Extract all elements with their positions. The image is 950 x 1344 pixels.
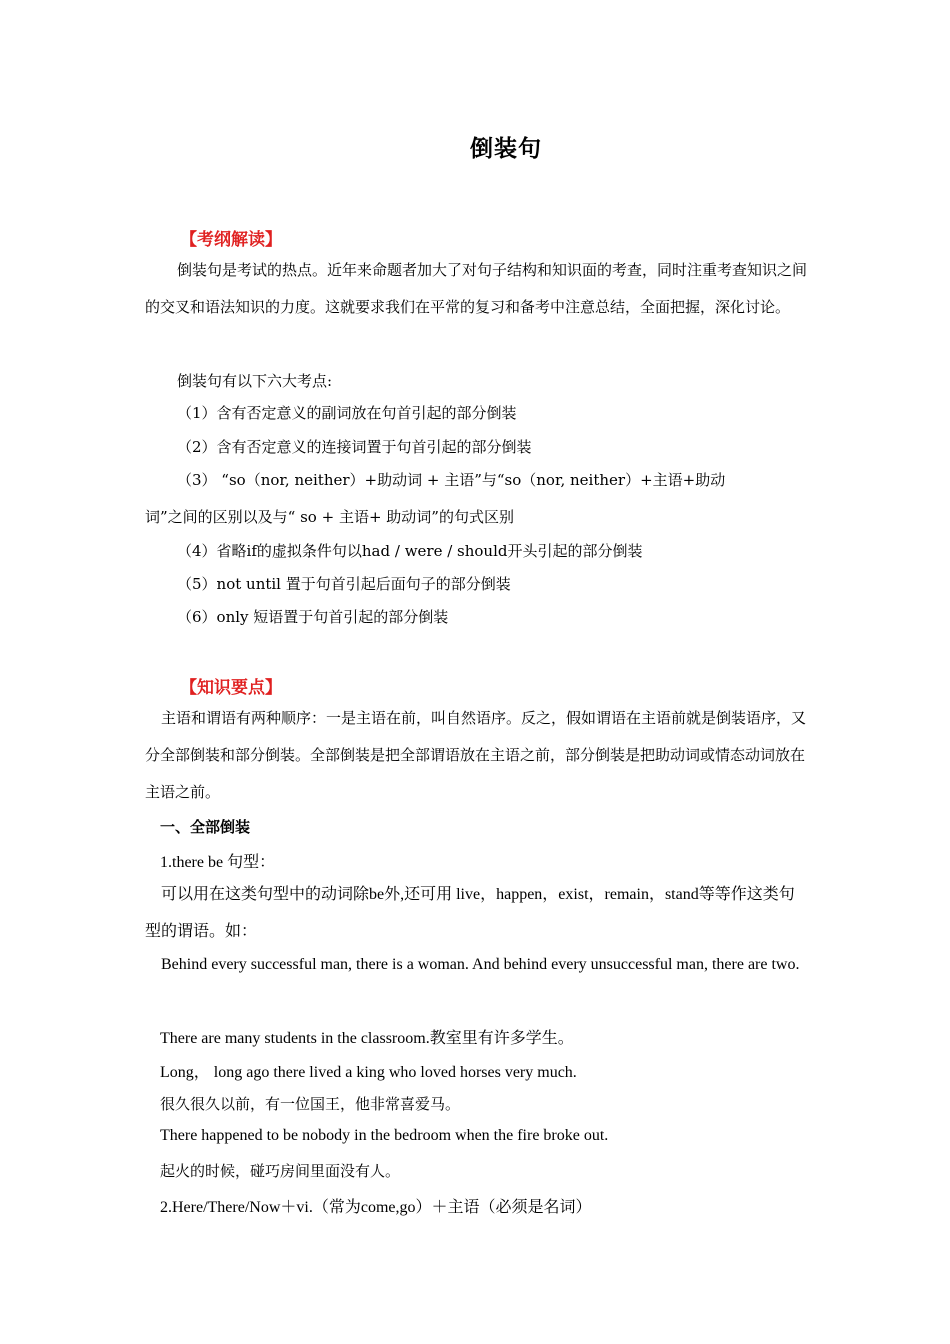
- points-intro: 倒装句有以下六大考点:: [177, 372, 333, 390]
- point-3-line-1: （3） “so（nor, neither）+助动词 + 主语”与“so（nor, neither）+主语+助动: [177, 471, 726, 489]
- syllabus-intro-paragraph: [145, 252, 807, 326]
- example-2: There are many students in the classroom.教室里有许多学生。: [160, 1030, 574, 1047]
- example-1-paragraph: [145, 946, 807, 983]
- item-1-description-paragraph: [145, 876, 807, 950]
- knowledge-intro-text: 主语和谓语有两种顺序：一是主语在前，叫自然语序。反之，假如谓语在主语前就是倒装语序，又分全部倒装和部分倒装。全部倒装是把全部谓语放在主语之前，部分倒装是把助动词或情态动词放在主语之前。: [145, 709, 807, 801]
- point-4: （4）省略if的虚拟条件句以had / were / should开头引起的部分倒装: [177, 542, 643, 560]
- point-6: （6）only 短语置于句首引起的部分倒装: [177, 608, 449, 626]
- example-1: Behind every successful man, there is a woman. And behind every unsuccessful man, there are two.: [161, 956, 800, 973]
- example-4: There happened to be nobody in the bedroom when the fire broke out.: [160, 1127, 609, 1144]
- item-1-description: 可以用在这类句型中的动词除be外,还可用 live，happen，exist，remain，stand等等作这类句型的谓语。如：: [145, 886, 795, 940]
- syllabus-intro-text: 倒装句是考试的热点。近年来命题者加大了对句子结构和知识面的考查，同时注重考查知识之间的交叉和语法知识的力度。这就要求我们在平常的复习和备考中注意总结，全面把握，深化讨论。: [145, 261, 808, 316]
- subheading-full-inversion: 一、全部倒装: [160, 818, 251, 836]
- point-3-line-2: 词”之间的区别以及与“ so + 主语+ 助动词”的句式区别: [145, 508, 514, 526]
- example-4-translation: 起火的时候，碰巧房间里面没有人。: [160, 1162, 401, 1180]
- point-2: （2）含有否定意义的连接词置于句首引起的部分倒装: [177, 438, 532, 456]
- point-1: （1）含有否定意义的副词放在句首引起的部分倒装: [177, 404, 517, 422]
- item-1-title: 1.there be 句型：: [160, 854, 276, 871]
- section-heading-knowledge: 【知识要点】: [180, 678, 282, 698]
- example-3-translation: 很久很久以前，有一位国王，他非常喜爱马。: [160, 1095, 461, 1113]
- point-5: （5）not until 置于句首引起后面句子的部分倒装: [177, 575, 511, 593]
- example-3: Long， long ago there lived a king who loved horses very much.: [160, 1064, 577, 1081]
- knowledge-intro-paragraph: [145, 700, 807, 811]
- item-2-title: 2.Here/There/Now＋vi.（常为come,go）＋主语（必须是名词）: [160, 1199, 592, 1216]
- page-title: 倒装句: [470, 136, 542, 162]
- section-heading-syllabus: 【考纲解读】: [180, 230, 282, 250]
